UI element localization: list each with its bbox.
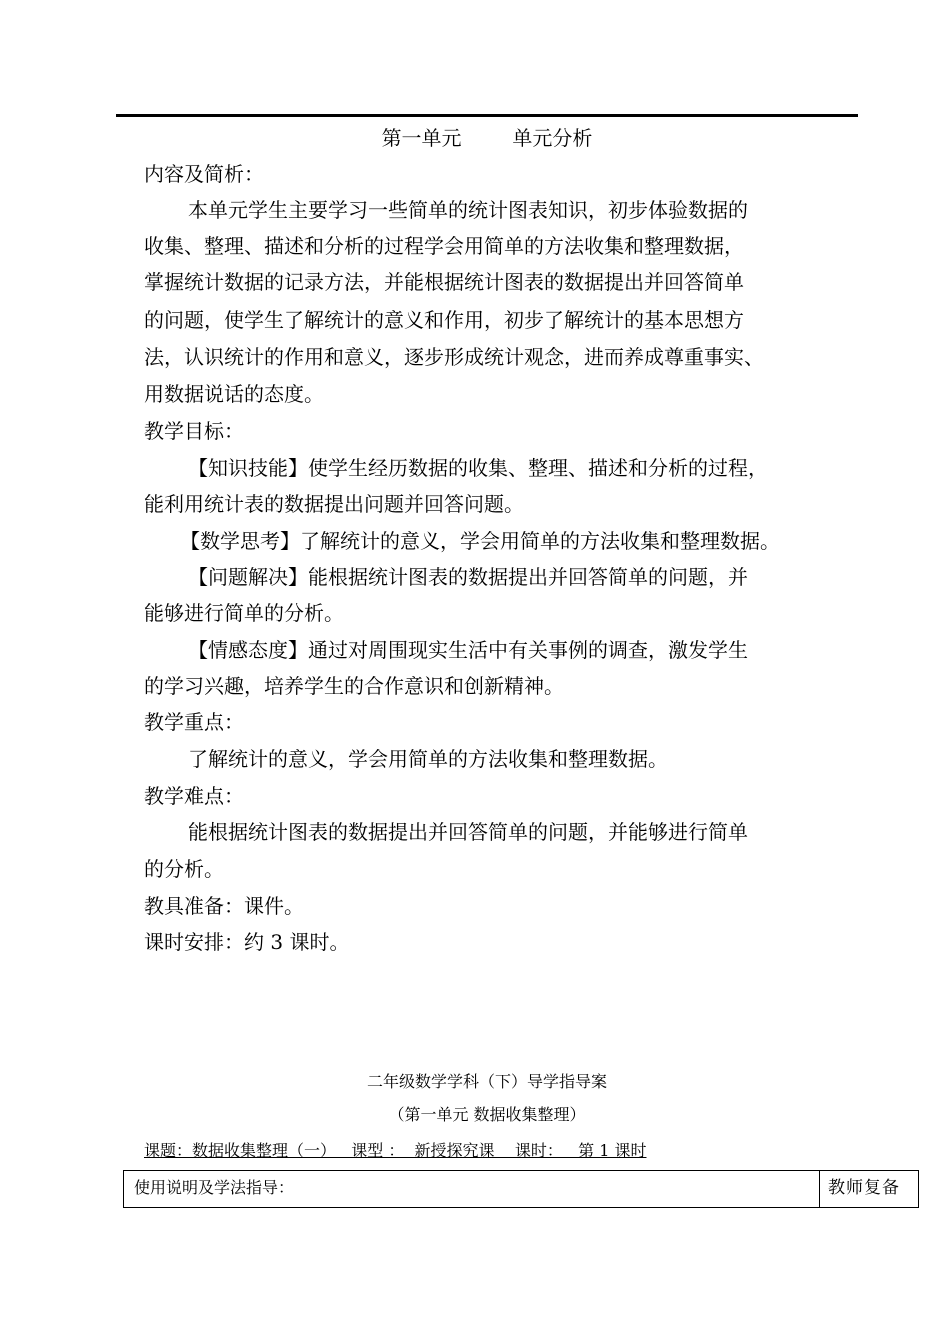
content-line-3: 掌握统计数据的记录方法，并能根据统计图表的数据提出并回答简单 <box>144 270 744 294</box>
goal-math-line: 【数学思考】了解统计的意义，学会用简单的方法收集和整理数据。 <box>180 529 780 553</box>
content-line-2: 收集、整理、描述和分析的过程学会用简单的方法收集和整理数据， <box>144 234 744 258</box>
content-line-6: 用数据说话的态度。 <box>144 382 324 406</box>
guide-title: 二年级数学学科（下）导学指导案 <box>366 1072 607 1091</box>
difficulty-line-2: 的分析。 <box>144 857 224 881</box>
content-line-1: 本单元学生主要学习一些简单的统计图表知识，初步体验数据的 <box>188 198 748 222</box>
top-rule <box>116 114 858 117</box>
difficulty-label: 教学难点： <box>144 784 244 808</box>
tools-line: 教具准备：课件。 <box>144 894 304 918</box>
goal-problem-line-1: 【问题解决】能根据统计图表的数据提出并回答简单的问题，并 <box>188 565 748 589</box>
table-divider <box>819 1171 820 1207</box>
goal-emotion-line-2: 的学习兴趣，培养学生的合作意识和创新精神。 <box>144 674 564 698</box>
goal-knowledge-line-1: 【知识技能】使学生经历数据的收集、整理、描述和分析的过程， <box>188 456 768 480</box>
key-text: 了解统计的意义，学会用简单的方法收集和整理数据。 <box>188 747 668 771</box>
teacher-review-cell: 教师复备 <box>828 1178 900 1198</box>
goal-knowledge-line-2: 能利用统计表的数据提出问题并回答问题。 <box>144 492 524 516</box>
usage-instructions-cell: 使用说明及学法指导： <box>134 1178 295 1197</box>
difficulty-line-1: 能根据统计图表的数据提出并回答简单的问题，并能够进行简单 <box>188 820 748 844</box>
guide-subtitle: （第一单元 数据收集整理） <box>388 1105 586 1124</box>
unit-title: 第一单元 单元分析 <box>381 126 593 150</box>
goal-problem-line-2: 能够进行简单的分析。 <box>144 601 344 625</box>
guide-table <box>123 1170 919 1208</box>
content-line-5: 法，认识统计的作用和意义，逐步形成统计观念，进而养成尊重事实、 <box>144 345 764 369</box>
content-line-4: 的问题，使学生了解统计的意义和作用，初步了解统计的基本思想方 <box>144 308 744 332</box>
key-label: 教学重点： <box>144 710 244 734</box>
schedule-line: 课时安排：约 3 课时。 <box>144 930 350 954</box>
goals-label: 教学目标： <box>144 419 244 443</box>
course-info-line: 课题：数据收集整理（一） 课型 ： 新授探究课 课时： 第 1 课时 <box>144 1141 647 1160</box>
goal-emotion-line-1: 【情感态度】通过对周围现实生活中有关事例的调查，激发学生 <box>188 638 748 662</box>
content-label: 内容及简析： <box>144 162 264 186</box>
